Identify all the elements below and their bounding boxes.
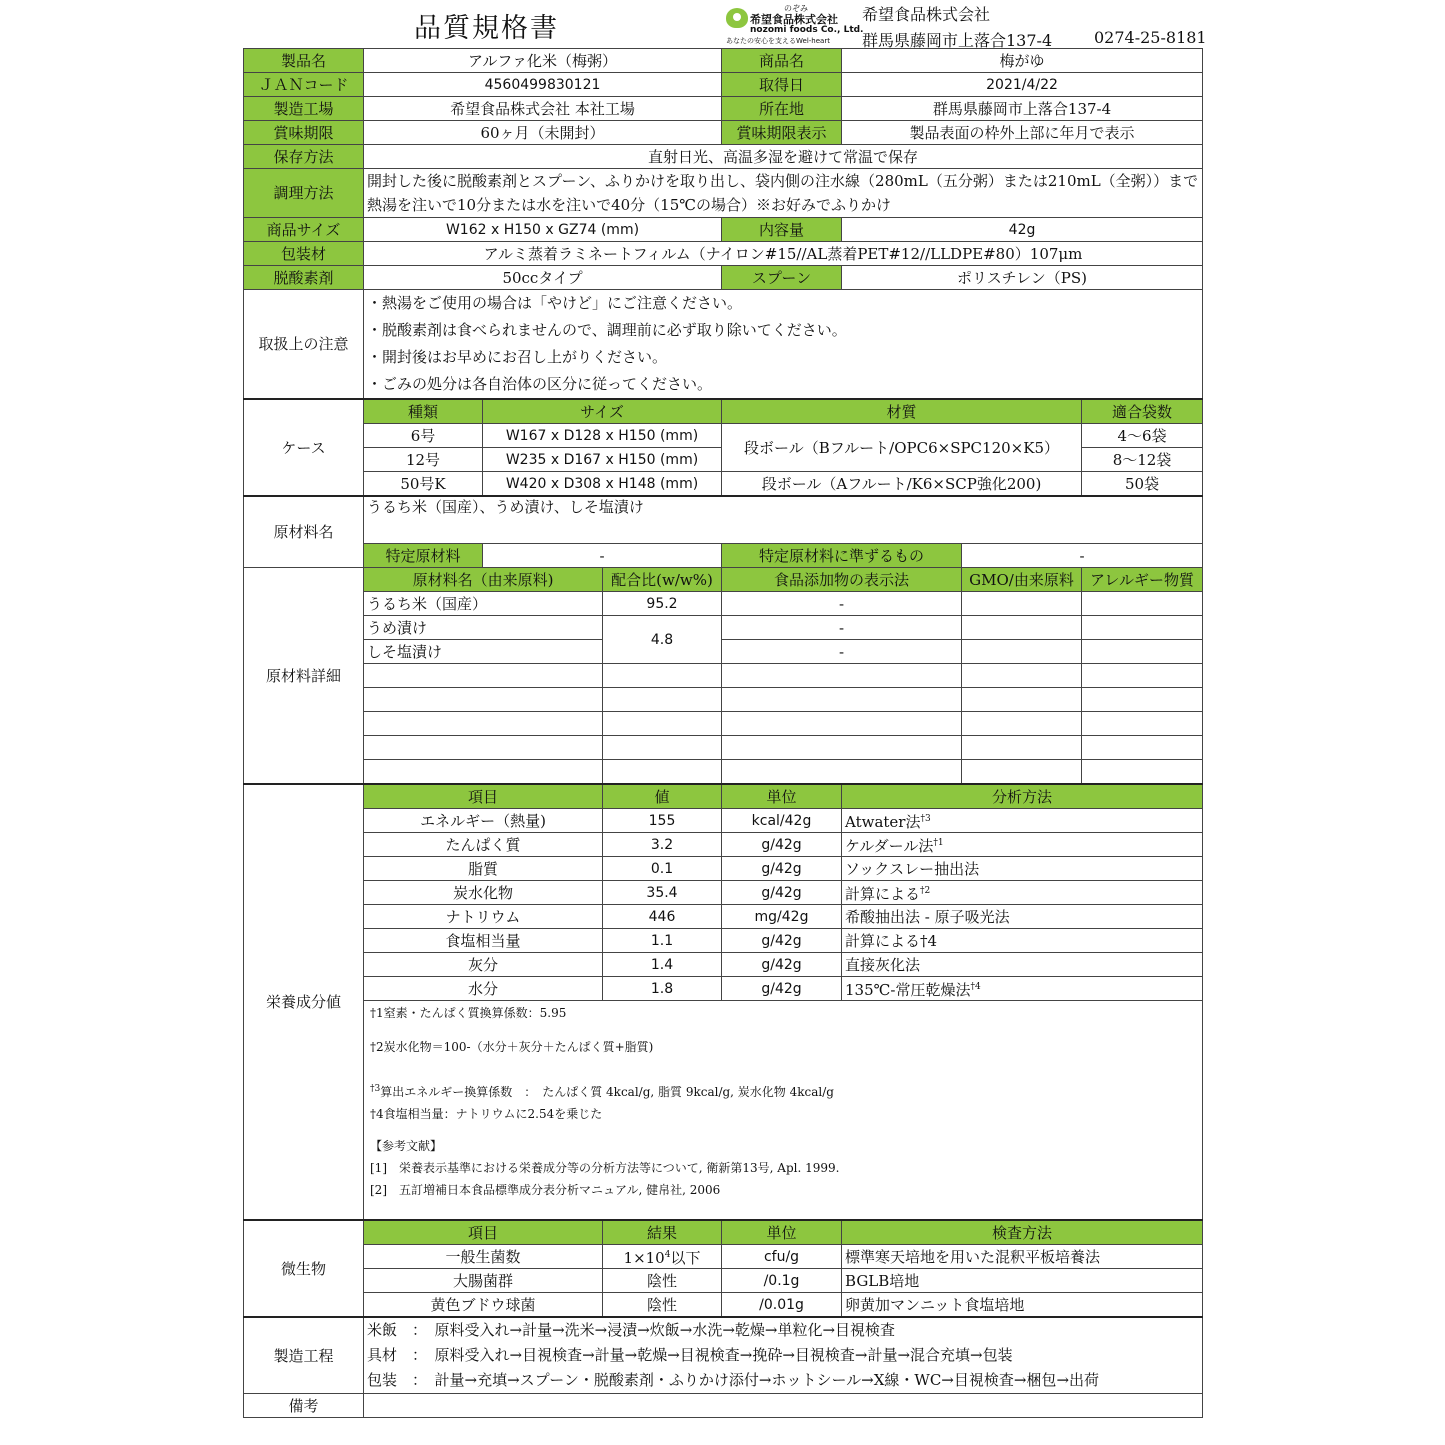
nutrition-method: Atwater法$^{\dagger 3}$	[842, 809, 1203, 833]
reference-2: [2] 五訂増補日本食品標準成分表分析マニュアル, 健帛社, 2006	[370, 1183, 721, 1197]
case-header-type: 種類	[364, 399, 483, 424]
nutrition-header: 項目	[364, 784, 603, 809]
nutrition-item: たんぱく質	[364, 833, 603, 857]
spoon-label: スプーン	[722, 266, 842, 290]
nutrition-unit: g/42g	[722, 953, 842, 977]
product-name-label: 製品名	[244, 49, 364, 73]
micro-header: 単位	[722, 1220, 842, 1245]
case-material: 段ボール（Bフルート/OPC6×SPC120×K5）	[722, 424, 1082, 472]
raw-detail-header: 食品添加物の表示法	[722, 568, 962, 592]
logo-english: nozomi foods Co., Ltd.	[750, 25, 864, 35]
case-count: 4～6袋	[1082, 424, 1203, 448]
shelf-life-label: 賞味期限	[244, 121, 364, 145]
micro-unit: /0.1g	[722, 1269, 842, 1293]
nutrition-method: 135℃-常圧乾燥法$^{\dagger 4}$	[842, 977, 1203, 1001]
micro-result: 陰性	[603, 1269, 722, 1293]
nutrition-label: 栄養成分値	[244, 784, 364, 1220]
nutrition-value: 0.1	[603, 857, 722, 881]
case-header-size: サイズ	[483, 399, 722, 424]
case-type: 12号	[364, 448, 483, 472]
logo-kana: のぞみ	[784, 4, 808, 13]
case-header-material: 材質	[722, 399, 1082, 424]
micro-result: 陰性	[603, 1293, 722, 1318]
case-count: 50袋	[1082, 472, 1203, 497]
nutrition-method: ケルダール法$^{\dagger 1}$	[842, 833, 1203, 857]
nutrition-item: 脂質	[364, 857, 603, 881]
micro-method: BGLB培地	[842, 1269, 1203, 1293]
location-label: 所在地	[722, 97, 842, 121]
reference-1: [1] 栄養表示基準における栄養成分等の分析方法等について, 衛新第13号, Apl. 1999.	[370, 1161, 840, 1175]
process-lines	[364, 1317, 1203, 1394]
nutrition-value: 446	[603, 905, 722, 929]
micro-item: 一般生菌数	[364, 1245, 603, 1269]
nutrition-unit: g/42g	[722, 833, 842, 857]
micro-header: 検査方法	[842, 1220, 1203, 1245]
company-logo	[724, 3, 864, 45]
raw-detail-additive: -	[722, 616, 962, 640]
raw-detail-header: 配合比(w/w%)	[603, 568, 722, 592]
micro-result: $1\times 10^4$以下	[603, 1245, 722, 1269]
oxygen-absorber-label: 脱酸素剤	[244, 266, 364, 290]
shelf-display: 製品表面の枠外上部に年月で表示	[842, 121, 1203, 145]
nutrition-item: 水分	[364, 977, 603, 1001]
raw-materials: うるち米（国産）、うめ漬け、しそ塩漬け	[364, 496, 1203, 544]
references-title: 【参考文献】	[370, 1139, 443, 1153]
case-material: 段ボール（Aフルート/K6×SCP強化200)	[722, 472, 1082, 497]
logo-tagline: あなたの安心を支えるWel-heart	[726, 37, 830, 45]
nutrition-value: 1.4	[603, 953, 722, 977]
case-type: 6号	[364, 424, 483, 448]
caution-item: ・脱酸素剤は食べられませんので、調理前に必ず取り除いてください。	[367, 321, 847, 339]
nutrition-notes	[364, 1001, 1203, 1221]
case-size: W167 x D128 x H150 (mm)	[483, 424, 722, 448]
nutrition-value: 155	[603, 809, 722, 833]
nutrition-unit: g/42g	[722, 881, 842, 905]
raw-detail-header: GMO/由来原料	[962, 568, 1082, 592]
raw-detail-name: しそ塩漬け	[364, 640, 603, 664]
product-name: アルファ化米（梅粥）	[364, 49, 722, 73]
company-name: 希望食品株式会社	[862, 5, 991, 24]
note-2: †2炭水化物＝100-（水分＋灰分＋たんぱく質+脂質)	[370, 1040, 654, 1054]
process-line: 米飯 ： 原料受入れ→計量→洗米→浸漬→炊飯→水洗→乾燥→単粒化→目視検査	[367, 1321, 896, 1339]
storage: 直射日光、高温多湿を避けて常温で保存	[364, 145, 1203, 169]
raw-detail-additive: -	[722, 640, 962, 664]
nutrition-unit: mg/42g	[722, 905, 842, 929]
spoon: ポリスチレン（PS)	[842, 266, 1203, 290]
company-address: 群馬県藤岡市上落合137-4	[862, 31, 1053, 50]
storage-label: 保存方法	[244, 145, 364, 169]
oxygen-absorber: 50ccタイプ	[364, 266, 722, 290]
size-label: 商品サイズ	[244, 218, 364, 242]
quasi-raw: -	[962, 544, 1203, 568]
micro-method: 卵黄加マンニット食塩培地	[842, 1293, 1203, 1318]
nutrition-item: エネルギー（熱量)	[364, 809, 603, 833]
case-count: 8～12袋	[1082, 448, 1203, 472]
logo-name: 希望食品株式会社	[750, 13, 838, 26]
remarks-label: 備考	[244, 1394, 364, 1418]
nutrition-unit: kcal/42g	[722, 809, 842, 833]
nutrition-item: 炭水化物	[364, 881, 603, 905]
process-line: 包装 ： 計量→充填→スプーン・脱酸素剤・ふりかけ添付→ホットシール→X線・WC→目視検査→梱包→出荷	[367, 1371, 1100, 1389]
factory: 希望食品株式会社 本社工場	[364, 97, 722, 121]
nutrition-value: 1.8	[603, 977, 722, 1001]
micro-header: 項目	[364, 1220, 603, 1245]
nutrition-header: 単位	[722, 784, 842, 809]
case-size: W235 x D167 x H150 (mm)	[483, 448, 722, 472]
case-size: W420 x D308 x H148 (mm)	[483, 472, 722, 497]
micro-item: 大腸菌群	[364, 1269, 603, 1293]
company-tel: 0274-25-8181	[1094, 28, 1207, 47]
remarks	[364, 1394, 1203, 1418]
raw-detail-additive: -	[722, 592, 962, 616]
note-1: †1窒素・たんぱく質換算係数：5.95	[370, 1006, 567, 1020]
cooking-method: 開封した後に脱酸素剤とスプーン、ふりかけを取り出し、袋内側の注水線（280mL（五分粥）または210mL（全粥））まで熱湯を注いで10分または水を注いで40分（15℃の場合）※お好みでふりかけ	[364, 169, 1203, 218]
product-size: W162 x H150 x GZ74 (mm)	[364, 218, 722, 242]
raw-detail-label: 原材料詳細	[244, 568, 364, 785]
nutrition-unit: g/42g	[722, 857, 842, 881]
shelf-life: 60ヶ月（未開封）	[364, 121, 722, 145]
micro-method: 標準寒天培地を用いた混釈平板培養法	[842, 1245, 1203, 1269]
caution-item: ・ごみの処分は各自治体の区分に従ってください。	[367, 375, 713, 393]
cooking-label: 調理方法	[244, 169, 364, 218]
process-label: 製造工程	[244, 1317, 364, 1394]
raw-detail-ratio: 4.8	[603, 616, 722, 664]
packaging: アルミ蒸着ラミネートフィルム（ナイロン#15//AL蒸着PET#12//LLDPE#80）107μm	[364, 242, 1203, 266]
micro-item: 黄色ブドウ球菌	[364, 1293, 603, 1318]
heart-logo-icon	[726, 8, 748, 28]
packaging-label: 包装材	[244, 242, 364, 266]
content: 42g	[842, 218, 1203, 242]
micro-unit: /0.01g	[722, 1293, 842, 1318]
acquired-date: 2021/4/22	[842, 73, 1203, 97]
specific-raw-label: 特定原材料	[364, 544, 483, 568]
nutrition-header: 値	[603, 784, 722, 809]
nutrition-item: 灰分	[364, 953, 603, 977]
process-line: 具材 ： 原料受入れ→目視検査→計量→乾燥→目視検査→挽砕→目視検査→計量→混合充填→包装	[367, 1346, 1013, 1364]
nutrition-value: 35.4	[603, 881, 722, 905]
nutrition-method: 直接灰化法	[842, 953, 1203, 977]
nutrition-unit: g/42g	[722, 977, 842, 1001]
jan-label: ＪＡＮコード	[244, 73, 364, 97]
caution-list	[364, 290, 1203, 400]
document-title: 品質規格書	[414, 13, 559, 44]
case-type: 50号K	[364, 472, 483, 497]
nutrition-value: 1.1	[603, 929, 722, 953]
spec-table	[243, 48, 1203, 1418]
micro-label: 微生物	[244, 1220, 364, 1317]
raw-detail-header: 原材料名（由来原料)	[364, 568, 603, 592]
factory-label: 製造工場	[244, 97, 364, 121]
nutrition-unit: g/42g	[722, 929, 842, 953]
acquired-label: 取得日	[722, 73, 842, 97]
location: 群馬県藤岡市上落合137-4	[842, 97, 1203, 121]
raw-detail-name: うめ漬け	[364, 616, 603, 640]
nutrition-method: ソックスレー抽出法	[842, 857, 1203, 881]
jan-code: 4560499830121	[364, 73, 722, 97]
nutrition-header: 分析方法	[842, 784, 1203, 809]
raw-label: 原材料名	[244, 496, 364, 568]
micro-header: 結果	[603, 1220, 722, 1245]
note-3: $^{\dagger 3}$算出エネルギー換算係数 ： たんぱく質 4kcal/g, 脂質 9kcal/g, 炭水化物 4kcal/g	[370, 1084, 834, 1099]
nutrition-item: 食塩相当量	[364, 929, 603, 953]
nutrition-value: 3.2	[603, 833, 722, 857]
caution-label: 取扱上の注意	[244, 290, 364, 400]
micro-unit: cfu/g	[722, 1245, 842, 1269]
specific-raw: -	[483, 544, 722, 568]
nutrition-item: ナトリウム	[364, 905, 603, 929]
content-label: 内容量	[722, 218, 842, 242]
raw-detail-header: アレルギー物質	[1082, 568, 1203, 592]
nutrition-method: 計算による$^{\dagger 2}$	[842, 881, 1203, 905]
quasi-raw-label: 特定原材料に準ずるもの	[722, 544, 962, 568]
trade-name: 梅がゆ	[842, 49, 1203, 73]
raw-detail-ratio: 95.2	[603, 592, 722, 616]
case-header-count: 適合袋数	[1082, 399, 1203, 424]
nutrition-method: 希酸抽出法 - 原子吸光法	[842, 905, 1203, 929]
case-label: ケース	[244, 399, 364, 496]
note-4: †4食塩相当量：ナトリウムに2.54を乗じた	[370, 1107, 603, 1121]
trade-name-label: 商品名	[722, 49, 842, 73]
caution-item: ・熱湯をご使用の場合は「やけど」にご注意ください。	[367, 294, 743, 312]
caution-item: ・開封後はお早めにお召し上がりください。	[367, 348, 668, 366]
shelf-display-label: 賞味期限表示	[722, 121, 842, 145]
nutrition-method: 計算による†4	[842, 929, 1203, 953]
raw-detail-name: うるち米（国産）	[364, 592, 603, 616]
